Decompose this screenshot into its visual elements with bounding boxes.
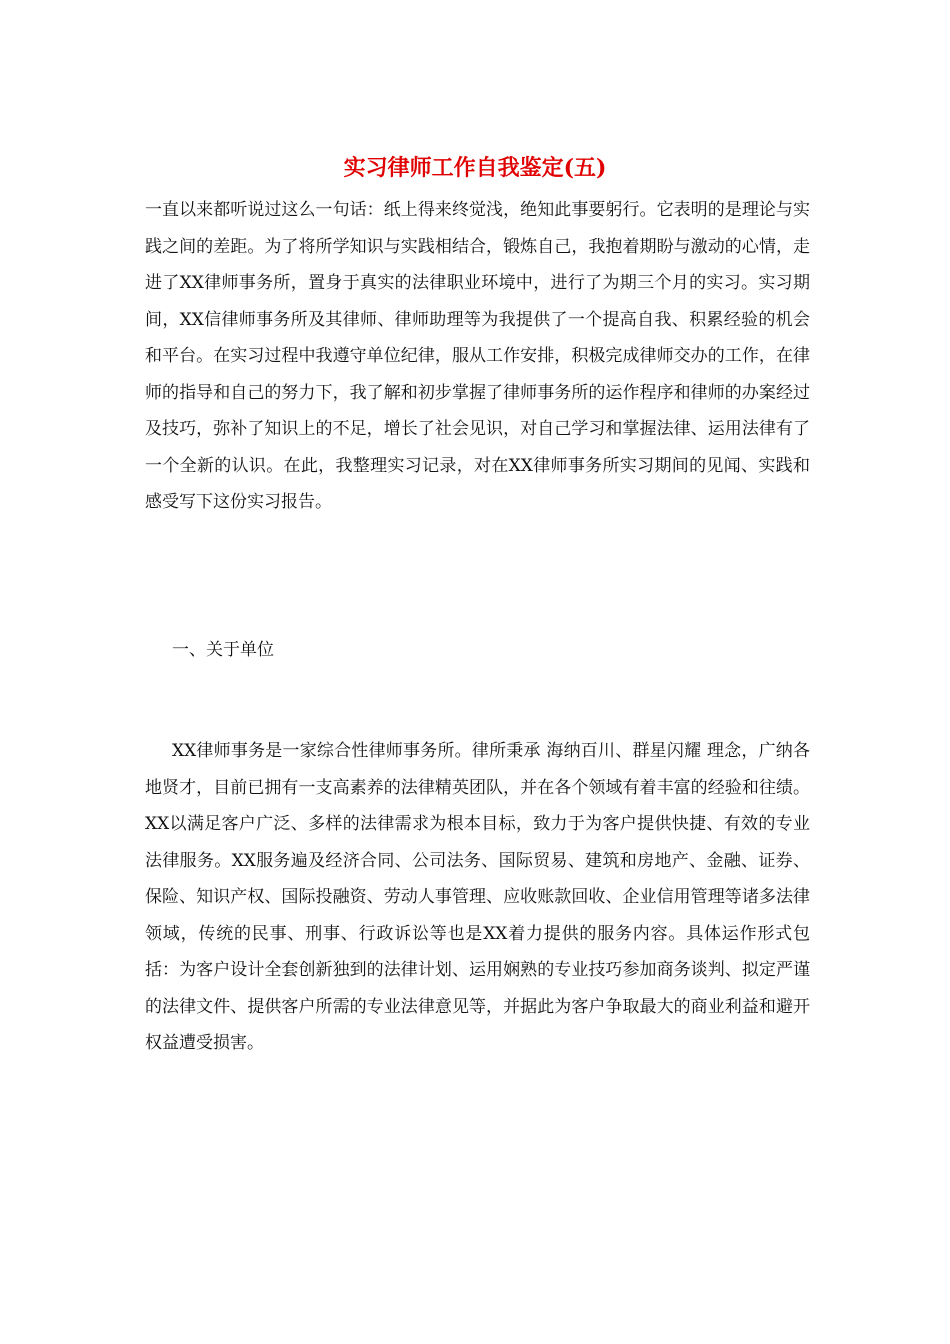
section-heading-about-firm: 一、关于单位 [172,640,274,660]
document-title: 实习律师工作自我鉴定(五) [343,155,607,181]
intro-paragraph: 一直以来都听说过这么一句话：纸上得来终觉浅，绝知此事要躬行。它表明的是理论与实践之间的差距。为了将所学知识与实践相结合，锻炼自己，我抱着期盼与激动的心情，走进了XX律师事务所，置身于真实的法律职业环境中，进行了为期三个月的实习。实习期间，XX信律师事务所及其律师、律师助理等为我提供了一个提高自我、积累经验的机会和平台。在实习过程中我遵守单位纪律，服从工作安排，积极完成律师交办的工作，在律师的指导和自己的努力下，我了解和初步掌握了律师事务所的运作程序和律师的办案经过及技巧，弥补了知识上的不足，增长了社会见识，对自己学习和掌握法律、运用法律有了一个全新的认识。在此，我整理实习记录，对在XX律师事务所实习期间的见闻、实践和感受写下这份实习报告。 [145,200,810,512]
section-paragraph-about-firm: XX律师事务是一家综合性律师事务所。律所秉承 海纳百川、群星闪耀 理念，广纳各地贤才，目前已拥有一支高素养的法律精英团队，并在各个领域有着丰富的经验和往绩。XX以满足客户广泛、多样的法律需求为根本目标，致力于为客户提供快捷、有效的专业法律服务。XX服务遍及经济合同、公司法务、国际贸易、建筑和房地产、金融、证券、保险、知识产权、国际投融资、劳动人事管理、应收账款回收、企业信用管理等诸多法律领域，传统的民事、刑事、行政诉讼等也是XX着力提供的服务内容。具体运作形式包括：为客户设计全套创新独到的法律计划、运用娴熟的专业技巧参加商务谈判、拟定严谨的法律文件、提供客户所需的专业法律意见等，并据此为客户争取最大的商业利益和避开权益遭受损害。 [145,741,810,1053]
